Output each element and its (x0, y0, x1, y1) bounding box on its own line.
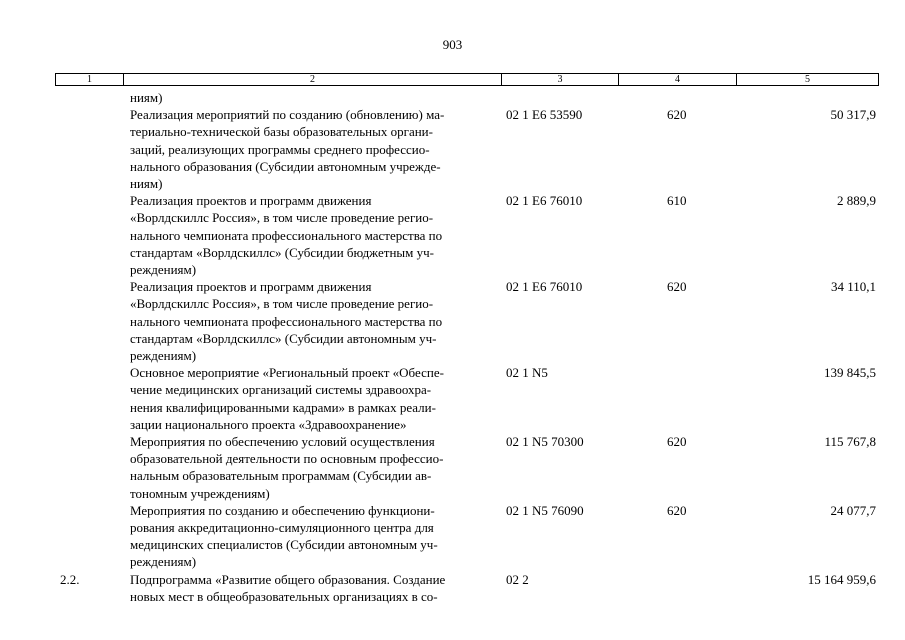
description-line: нального образования (Субсидии автономным учрежде- (130, 158, 441, 174)
description-line: Реализация мероприятий по созданию (обновлению) ма- (130, 107, 445, 123)
table-row (0, 278, 905, 364)
description-line: реждениям) (130, 262, 197, 278)
description-line: образовательной деятельности по основным профессио- (130, 451, 444, 467)
budget-code: 02 1 N5 70300 (506, 434, 584, 450)
description-line: новых мест в общеобразовательных организациях в со- (130, 588, 438, 604)
description-line: Реализация проектов и программ движения (130, 193, 372, 209)
budget-code: 02 1 E6 76010 (506, 279, 583, 295)
row-description (130, 433, 494, 502)
expense-type: 620 (667, 434, 687, 450)
row-description (130, 502, 494, 571)
table-row (0, 571, 905, 605)
budget-code: 02 1 E6 76010 (506, 193, 583, 209)
description-line: Мероприятия по обеспечению условий осуществления (130, 434, 435, 450)
description-line: териально-технической базы образовательных органи- (130, 124, 433, 140)
table-row (0, 192, 905, 278)
description-line: Мероприятия по созданию и обеспечению функциони- (130, 502, 435, 518)
description-line: стандартам «Ворлдскиллс» (Субсидии автономным уч- (130, 330, 437, 346)
description-line: нения квалифицированными кадрами» в рамках реали- (130, 399, 436, 415)
description-line: заций, реализующих программы среднего профессио- (130, 141, 430, 157)
description-line: медицинских специалистов (Субсидии автономным уч- (130, 537, 438, 553)
description-line: рования аккредитационно-симуляционного центра для (130, 520, 434, 536)
description-line: нального чемпионата профессионального мастерства по (130, 227, 443, 243)
expense-type: 620 (667, 502, 687, 518)
expense-type: 620 (667, 279, 687, 295)
column-number-3: 3 (502, 74, 619, 85)
amount: 24 077,7 (830, 502, 876, 518)
budget-code: 02 1 E6 53590 (506, 107, 583, 123)
description-line: стандартам «Ворлдскиллс» (Субсидии бюджетным уч- (130, 244, 434, 260)
budget-code: 02 1 N5 (506, 365, 548, 381)
table-row (0, 433, 905, 502)
table-row (0, 364, 905, 433)
description-line: ниям) (130, 176, 163, 192)
amount: 50 317,9 (830, 107, 876, 123)
column-number-4: 4 (619, 74, 737, 85)
amount: 15 164 959,6 (807, 571, 876, 587)
description-line: реждениям) (130, 554, 197, 570)
budget-code: 02 2 (506, 571, 529, 587)
expense-type: 610 (667, 193, 687, 209)
column-number-2: 2 (124, 74, 502, 85)
column-number-5: 5 (805, 74, 810, 85)
table-column-numbers (55, 73, 879, 86)
description-line: нального чемпионата профессионального мастерства по (130, 313, 443, 329)
description-line: Реализация проектов и программ движения (130, 279, 372, 295)
row-description (130, 571, 494, 605)
row-number: 2.2. (60, 571, 80, 587)
table-row (0, 106, 905, 192)
amount: 34 110,1 (830, 279, 876, 295)
column-number-1: 1 (56, 74, 124, 85)
row-description (130, 89, 494, 106)
description-line: чение медицинских организаций системы здравоохра- (130, 382, 432, 398)
description-line: тономным учреждениям) (130, 485, 270, 501)
table-row (0, 89, 905, 106)
page-number: 903 (442, 37, 463, 52)
description-line: «Ворлдскиллс Россия», в том числе проведение регио- (130, 210, 434, 226)
row-description (130, 364, 494, 433)
row-description (130, 106, 494, 192)
description-line: ниям) (130, 90, 163, 105)
table-row (0, 502, 905, 571)
amount: 115 767,8 (824, 434, 876, 450)
description-line: зации национального проекта «Здравоохранение» (130, 416, 407, 432)
description-line: Основное мероприятие «Региональный проект «Обеспе- (130, 365, 444, 381)
budget-code: 02 1 N5 76090 (506, 502, 584, 518)
row-description (130, 192, 494, 278)
description-line: реждениям) (130, 348, 197, 364)
amount: 139 845,5 (824, 365, 876, 381)
budget-table-body (0, 89, 905, 605)
row-description (130, 278, 494, 364)
description-line: «Ворлдскиллс Россия», в том числе проведение регио- (130, 296, 434, 312)
description-line: Подпрограмма «Развитие общего образования. Создание (130, 571, 446, 587)
amount: 2 889,9 (837, 193, 876, 209)
expense-type: 620 (667, 107, 687, 123)
description-line: нальным образовательным программам (Субсидии ав- (130, 468, 432, 484)
